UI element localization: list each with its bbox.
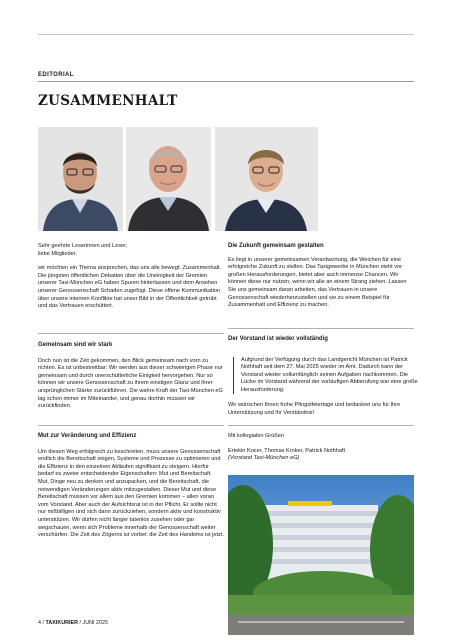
paragraph-zukunft: Es liegt in unserer gemeinsamen Verantwortung, die Weichen für eine erfolgreiche Zukunft zu stellen. Das Taxigewerbe in München steht vor großen Herausforderungen, bietet aber auch immense Chancen. Wir können diese nur nutzen, wenn wir alle an einem Strang ziehen. Lassen Sie uns gemeinsam daran arbeiten, das Vertrauen in unsere Genossenschaft wiederherzustellen und sie zu einem Beispiel für Zusammenhalt und Effizienz zu machen. [228,256,407,309]
right-section-2-heading [228,336,414,344]
page-number: 4 [38,620,41,626]
signature-block [228,433,414,463]
left-section-3 [38,433,224,540]
top-rule [38,34,414,35]
issue-date: / JUNI 2025 [78,620,109,626]
footer-separator: / [41,620,46,626]
signatories-org: (Vorstand Taxi-München eG) [228,455,300,462]
subheading-vorstand: Der Vorstand ist wieder vollständig [228,336,328,342]
greeting-2: liebe Mitglieder, [38,250,77,257]
divider [228,328,414,329]
right-section-2-text [228,402,414,417]
paragraph-gemeinsam: Doch nun ist die Zeit gekommen, den Blick gemeinsam nach vorn zu richten. Es ist unbestreitbar: Wir werden aus dieser schwierigen Phase nur gemeinsam und durch unerschütterliche Einigkeit hervorgehen. Nur so können wir unsere Genossenschaft zu ihrem einstigen Glanz und ihrer ursprünglichen Stärke zurückführen. Die wahre Kraft der Taxi-München eG lag schon immer im Miteinander, und genau dorthin müssen wir zurückfinden. [38,357,223,410]
portrait-photo-2 [126,127,211,231]
subheading-zukunft: Die Zukunft gemeinsam gestalten [228,243,324,249]
divider [38,333,224,334]
left-section-2 [38,342,224,411]
magazine-name: TAXIKURIER [45,620,79,626]
subheading-mut: Mut zur Veränderung und Effizienz [38,433,137,439]
portrait-photo-1 [38,127,123,231]
right-section-1 [228,243,414,310]
divider [228,425,414,426]
building-photo [228,475,414,635]
subheading-gemeinsam: Gemeinsam sind wir stark [38,342,113,348]
page-footer [38,620,108,626]
paragraph-mut: Um diesen Weg erfolgreich zu beschreiten, muss unsere Genossenschaft endlich die Bereitschaft zeigen, Systeme und Prozesse zu optimieren und die Effizienz in den einzelnen Abläufen signifikant zu steigern. Hierfür bedarf es zweier entscheidender Eigenschaften: Mut und Bereitschaft. Mut, Dinge neu zu denken und anzupacken, und die Bereitschaft, die notwendigen Veränderungen aktiv mitzugestalten. Dieser Mut und diese Bereitschaft müssen vor allem aus den Gremien kommen – allen voran vom Vorstand. Aber auch der Aufsichtsrat ist in der Pflicht. Er sollte nicht nur mißbilligen und sich dann zurückziehen, sondern aktiv und konstruktiv unterstützen. Wir dürfen nicht länger tatenlos zusehen oder gar wegschauen, wenn sich Probleme innerhalb der Genossenschaft weiter verschärfen. Die Zeit des Zögerns ist vorbei: die Zeit des Handelns ist jetzt. [38,448,224,539]
closing: Mit kollegialen Grüßen [228,433,284,439]
greeting: Sehr geehrte Leserinnen und Leser, [38,243,128,249]
portrait-photo-3 [215,127,318,231]
section-label: EDITORIAL [38,72,414,82]
left-column [38,243,224,311]
pull-quote: Aufgrund der Verfügung durch das Landgericht München ist Patrick Nothhaft seit dem 27. Mai 2025 wieder im Amt. Dadurch kann der Vorstand wieder vollumfänglich seinen Aufgaben nachkommen. Die Lücke im Vorstand während der vorläufigen Abberufung war eine große Herausforderung. [233,357,421,394]
intro-paragraph: wir möchten ein Thema ansprechen, das uns alle bewegt: Zusammenhalt. Die jüngsten öffentlichen Debatten über die Uneinigkeit der Gremien unserer Taxi-München eG haben Spuren hinterlassen und dem Ansehen unserer Genossenschaft Schaden zugefügt. Diese offene Kommunikation über unsere internen Konflikte hat unser Bild in der Öffentlichkeit getrübt und das Vertrauen erschüttert. [38,265,222,310]
page-title: ZUSAMMENHALT [38,93,178,109]
signatories: Ertekin Kocer, Thomas Kroker, Patrick Nothhaft [228,447,346,454]
paragraph-dank: Wir wünschen Ihnen frohe Pfingstfeiertage und bedanken uns für Ihre Unterstützung und Ihr Verständnis! [228,402,401,416]
divider [38,425,224,426]
